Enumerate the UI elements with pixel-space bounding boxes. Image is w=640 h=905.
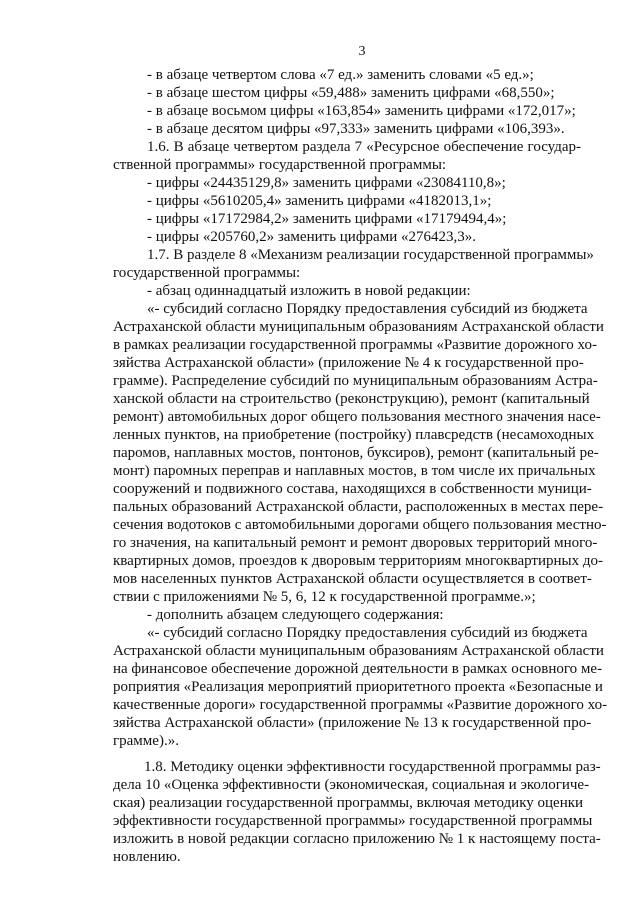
text-line: дела 10 «Оценка эффективности (экономическая, социальная и экологиче-	[113, 777, 590, 793]
text-line: эффективности государственной программы» государственной программы	[113, 813, 593, 829]
text-line: - цифры «5610205,4» заменить цифрами «4182013,1»;	[147, 193, 492, 209]
text-line: зяйства Астраханской области» (приложение № 13 к государственной про-	[113, 715, 592, 731]
text-line: качественные дороги» государственной программы «Развитие дорожного хо-	[113, 697, 608, 713]
text-line: ствии с приложениями № 5, 6, 12 к государственной программе.»;	[113, 589, 536, 605]
text-line: зяйства Астраханской области» (приложение № 4 к государственной про-	[113, 355, 584, 371]
text-line: пальных образований Астраханской области, расположенных в местах пере-	[113, 499, 604, 515]
text-line: квартирных домов, проездов к дворовым территориям многоквартирных до-	[113, 553, 603, 569]
text-line: паромов, наплавных мостов, понтонов, буксиров), ремонт (капитальный ре-	[113, 445, 599, 461]
text-line: на финансовое обеспечение дорожной деятельности в рамках основного ме-	[113, 661, 603, 677]
text-line: ская) реализации государственной программы, включая методику оценки	[113, 795, 584, 811]
page-number: 3	[358, 44, 366, 59]
text-line: - в абзаце четвертом слова «7 ед.» заменить словами «5 ед.»;	[147, 67, 534, 83]
text-line: - в абзаце восьмом цифры «163,854» заменить цифрами «172,017»;	[147, 103, 576, 119]
text-line: - дополнить абзацем следующего содержания:	[147, 607, 444, 623]
text-line: новлению.	[113, 849, 181, 865]
text-line: - цифры «17172984,2» заменить цифрами «17179494,4»;	[147, 211, 507, 227]
text-line: - абзац одиннадцатый изложить в новой редакции:	[147, 283, 471, 299]
text-line: грамме).».	[113, 733, 179, 749]
text-line: изложить в новой редакции согласно приложению № 1 к настоящему поста-	[113, 831, 601, 847]
text-line: Астраханской области муниципальным образованиям Астраханской области	[113, 643, 604, 659]
text-line: в рамках реализации государственной программы «Развитие дорожного хо-	[113, 337, 597, 353]
text-line: 1.7. В разделе 8 «Механизм реализации государственной программы»	[147, 247, 594, 263]
text-line: ственной программы» государственной программы:	[113, 157, 447, 173]
text-line: ленных пунктов, на приобретение (постройку) плавсредств (несамоходных	[113, 427, 595, 443]
text-line: ремонт) автомобильных дорог общего пользования местного значения насе-	[113, 409, 601, 425]
text-line: «- субсидий согласно Порядку предоставления субсидий из бюджета	[147, 301, 588, 317]
text-line: 1.6. В абзаце четвертом раздела 7 «Ресурсное обеспечение государ-	[147, 139, 581, 155]
text-line: ханской области на строительство (реконструкцию), ремонт (капитальный	[113, 391, 590, 407]
text-line: грамме). Распределение субсидий по муниципальным образованиям Астра-	[113, 373, 598, 389]
text-line: государственной программы:	[113, 265, 301, 281]
text-line: Астраханской области муниципальным образованиям Астраханской области	[113, 319, 604, 335]
text-line: - цифры «205760,2» заменить цифрами «276423,3».	[147, 229, 476, 245]
document-body	[113, 66, 608, 866]
text-line: сооружений и подвижного состава, находящихся в собственности муници-	[113, 481, 592, 497]
text-line: сечения водотоков с автомобильными дорогами общего пользования местно-	[113, 517, 607, 533]
text-line: - в абзаце шестом цифры «59,488» заменить цифрами «68,550»;	[147, 85, 555, 101]
text-line: го значения, на капитальный ремонт и ремонт дворовых территорий много-	[113, 535, 598, 551]
text-line: роприятия «Реализация мероприятий приоритетного проекта «Безопасные и	[113, 679, 603, 695]
text-line: - цифры «24435129,8» заменить цифрами «23084110,8»;	[147, 175, 506, 191]
text-line: 1.8. Методику оценки эффективности государственной программы раз-	[144, 759, 601, 775]
text-line: монт) паромных переправ и наплавных мостов, в том числе их причальных	[113, 463, 596, 479]
text-line: «- субсидий согласно Порядку предоставления субсидий из бюджета	[147, 625, 588, 641]
text-line: мов населенных пунктов Астраханской области осуществляется в соответ-	[113, 571, 592, 587]
text-line: - в абзаце десятом цифры «97,333» заменить цифрами «106,393».	[147, 121, 565, 137]
